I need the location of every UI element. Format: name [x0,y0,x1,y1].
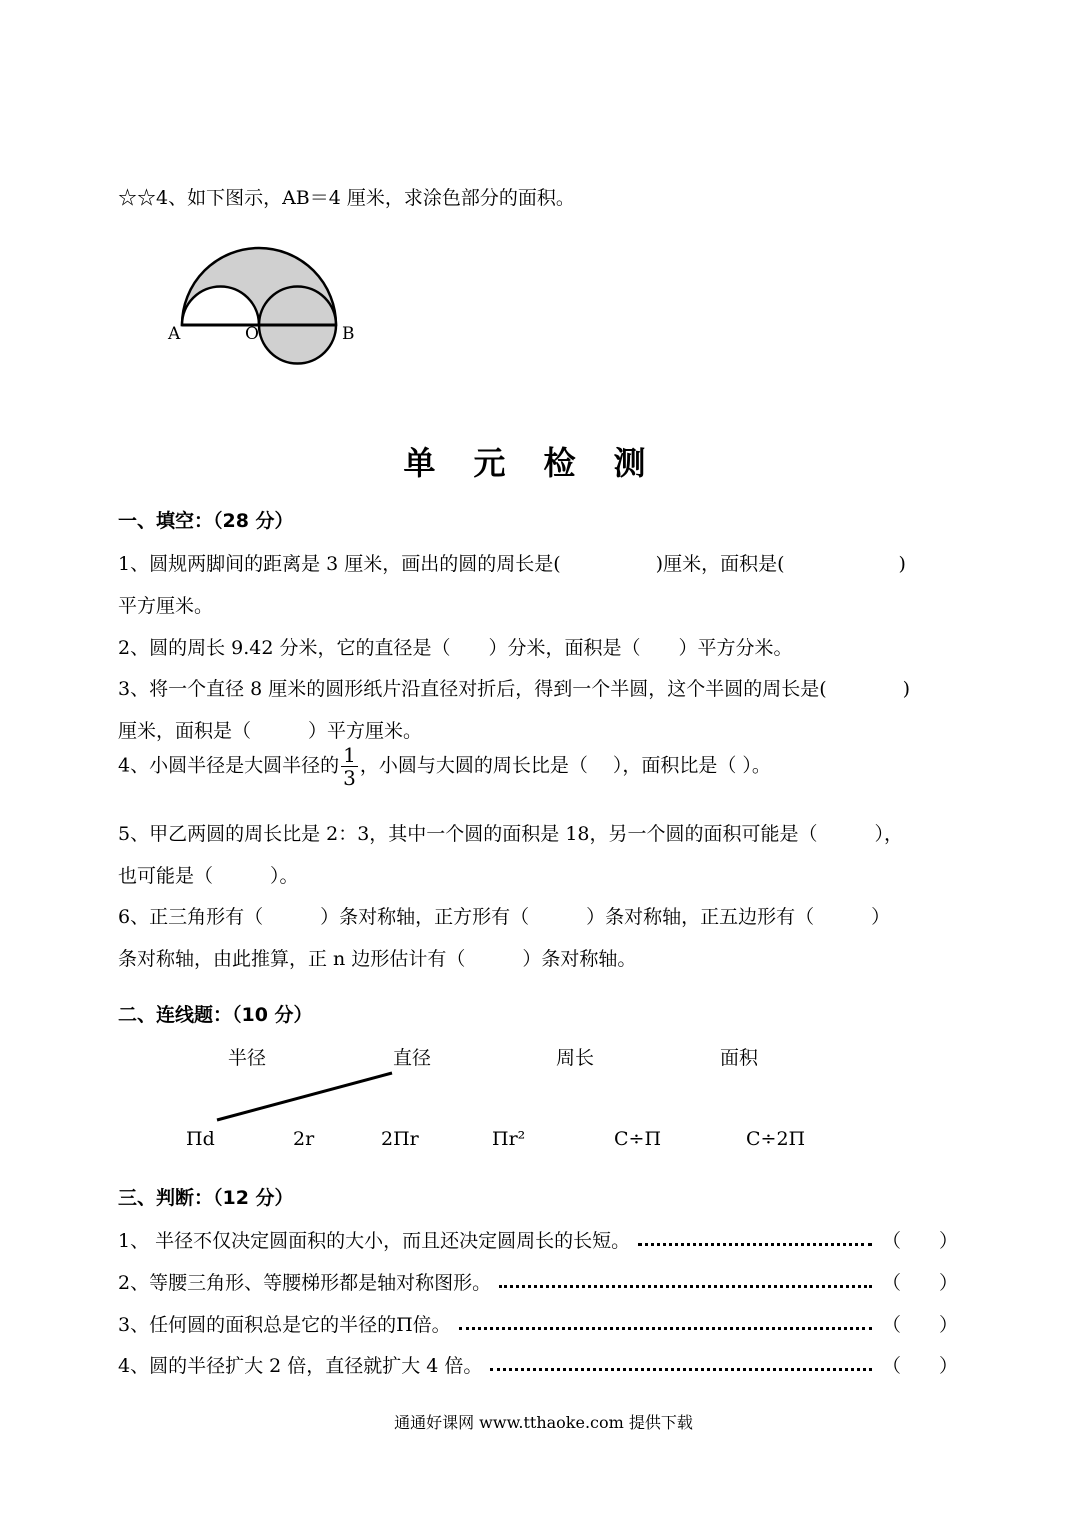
formula-pi-d: Пd [186,1128,215,1150]
q3-line2: 厘米，面积是（ ）平方厘米。 [118,720,423,742]
answer-paren[interactable]: （ ） [881,1355,958,1377]
word-area: 面积 [720,1047,759,1069]
formula-2pi-r: 2Пr [381,1128,419,1150]
word-radius: 半径 [228,1047,267,1069]
formula-c-div-pi: C÷П [614,1128,662,1150]
q2: 2、圆的周长 9.42 分米，它的直径是（ ）分米，面积是（ ）平方分米。 [118,637,793,659]
answer-paren[interactable]: （ ） [881,1230,958,1252]
judge-item-2 [118,1268,958,1295]
label-o: O [245,324,259,344]
footer-text: 通通好课网 www.tthaoke.com 提供下载 [394,1413,693,1432]
judge-item-text: 2、等腰三角形、等腰梯形都是轴对称图形。 [118,1272,492,1294]
leader-dots [490,1351,872,1371]
answer-paren[interactable]: （ ） [881,1272,958,1294]
section-1-heading: 一、填空：（28 分） [118,510,294,532]
label-a: A [168,324,181,344]
judge-item-1 [118,1226,958,1253]
judge-item-3 [118,1310,958,1337]
judge-item-text: 4、圆的半径扩大 2 倍，直径就扩大 4 倍。 [118,1355,483,1377]
leader-dots [459,1310,872,1330]
word-diameter: 直径 [393,1047,432,1069]
problem-4-text: ☆☆4、如下图示，AB＝4 厘米，求涂色部分的面积。 [118,187,575,209]
q6-line2: 条对称轴，由此推算，正 n 边形估计有（ ）条对称轴。 [118,948,637,970]
section-3-heading: 三、判断：（12 分） [118,1187,294,1209]
q1-line2: 平方厘米。 [118,595,214,617]
q6-line1: 6、正三角形有（ ）条对称轴，正方形有（ ）条对称轴，正五边形有（ ） [118,906,891,928]
formula-2r: 2r [293,1128,315,1150]
judge-item-text: 3、任何圆的面积总是它的半径的П倍。 [118,1314,451,1336]
fraction-numerator: 1 [343,743,356,767]
fraction-denominator: 3 [343,766,356,790]
q4-post: ，小圆与大圆的周长比是（ ），面积比是（ ）。 [359,754,771,777]
q3-line1: 3、将一个直径 8 厘米的圆形纸片沿直径对折后，得到一个半圆，这个半圆的周长是( ) [118,678,911,700]
leader-dots [638,1226,872,1246]
formula-c-div-2pi: C÷2П [746,1128,806,1150]
judge-item-4 [118,1351,958,1378]
judge-item-text: 1、 半径不仅决定圆面积的大小，而且还决定圆周长的长短。 [118,1230,631,1252]
q5-line1: 5、甲乙两圆的周长比是 2：3，其中一个圆的面积是 18，另一个圆的面积可能是（ ）， [118,823,904,845]
q4-pre: 4、小圆半径是大圆半径的 [118,754,340,777]
label-b: B [342,324,355,344]
section-2-heading: 二、连线题：（10 分） [118,1004,313,1026]
page-title: 单元检测 [403,444,684,482]
word-circumference: 周长 [556,1047,595,1069]
formula-pi-r-squared: Пr² [492,1128,526,1150]
answer-paren[interactable]: （ ） [881,1314,958,1336]
leader-dots [499,1268,872,1288]
connecting-line [217,1073,392,1120]
q1-line1: 1、圆规两脚间的距离是 3 厘米，画出的圆的周长是( )厘米，面积是( ) [118,553,906,575]
q5-line2: 也可能是（ ）。 [118,865,299,887]
